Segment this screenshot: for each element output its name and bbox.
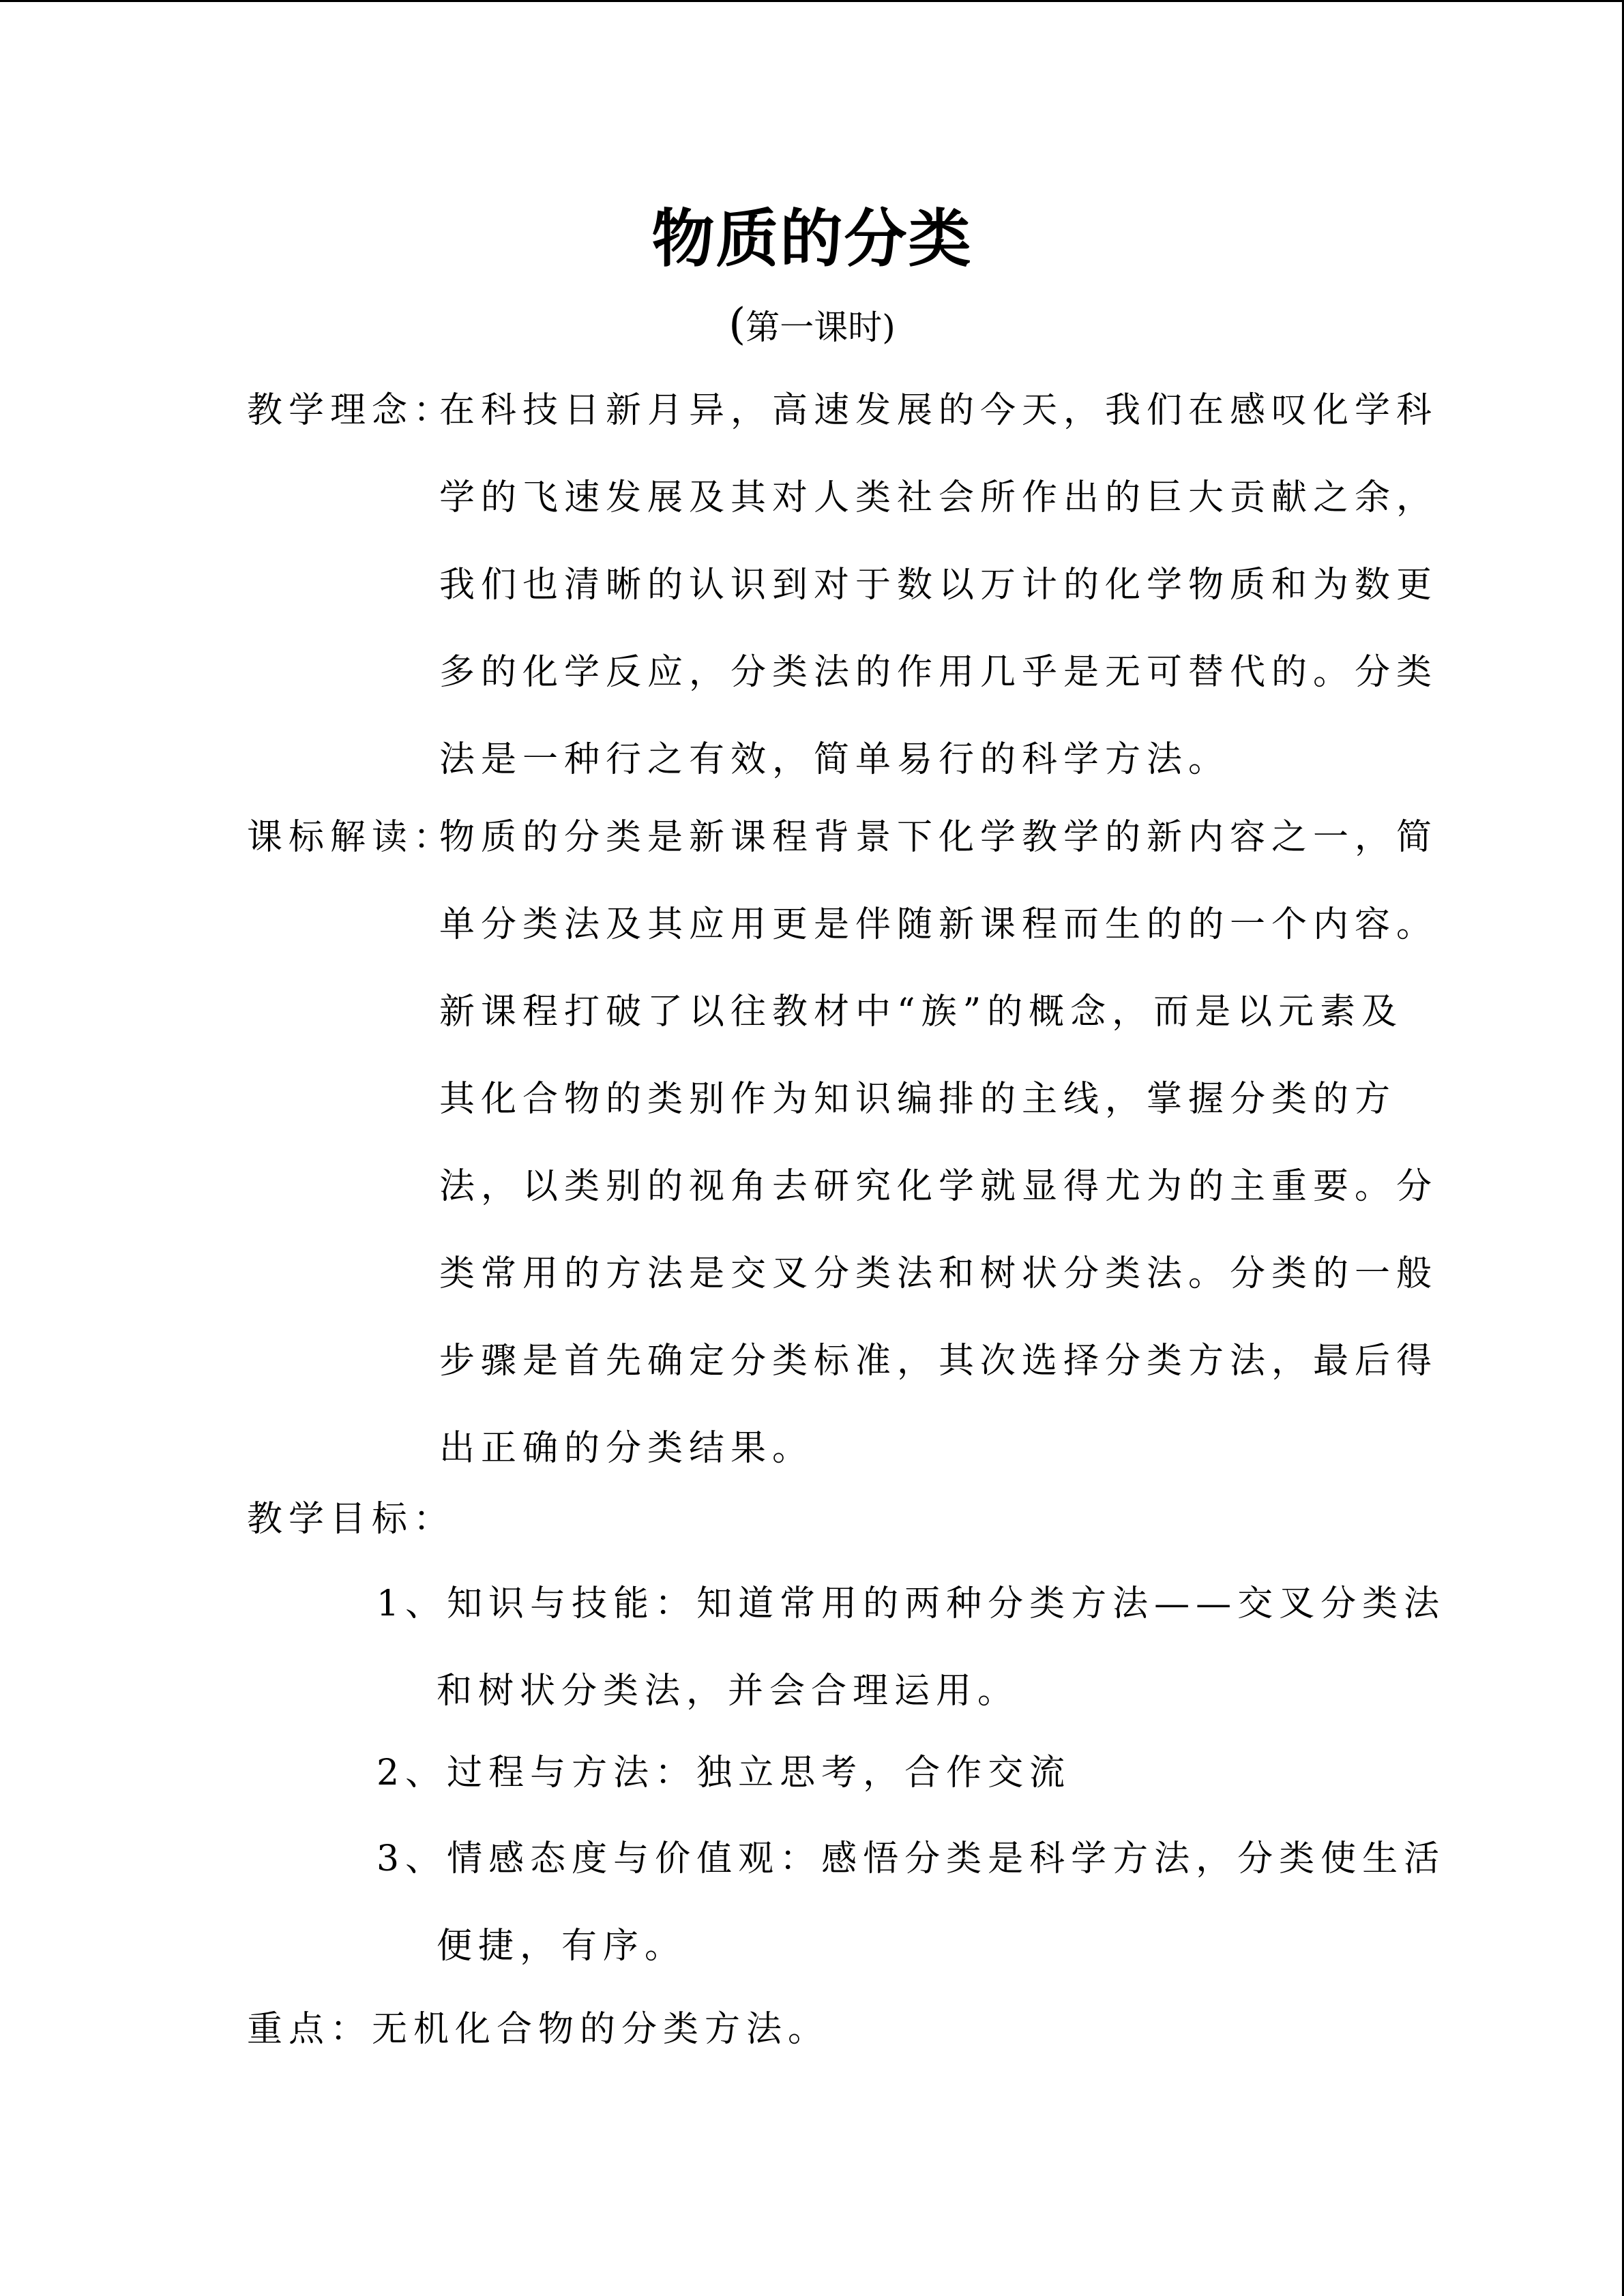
key-point: 重点：无机化合物的分类方法。 — [247, 2009, 830, 2050]
section-teaching-philosophy — [247, 367, 1438, 803]
objective-line: 便捷，有序。 — [437, 1926, 687, 1967]
objective-item-process — [377, 1729, 1071, 1817]
section-label-curriculum: 课标解读： — [247, 817, 456, 858]
paragraph-line: 其化合物的类别作为知识编排的主线，掌握分类的方 — [439, 1079, 1397, 1120]
section-curriculum-interpretation — [247, 794, 1438, 1492]
paragraph-line: 法是一种行之有效，简单易行的科学方法。 — [439, 739, 1230, 780]
objective-item-attitude — [377, 1815, 1445, 1990]
objective-line: 1、知识与技能：知道常用的两种分类方法——交叉分类法 — [377, 1583, 1446, 1624]
document-subtitle — [0, 297, 1624, 355]
paragraph-line: 类常用的方法是交叉分类法和树状分类法。分类的一般 — [439, 1253, 1438, 1294]
objective-line: 和树状分类法，并会合理运用。 — [437, 1671, 1020, 1712]
objective-line: 2、过程与方法：独立思考，合作交流 — [377, 1753, 1072, 1793]
paragraph-line: 我们也清晰的认识到对于数以万计的化学物质和为数更 — [439, 565, 1438, 606]
document-title: 物质的分类 — [651, 202, 973, 275]
paragraph-line: 步骤是首先确定分类标准，其次选择分类方法，最后得 — [439, 1341, 1438, 1382]
paragraph-line: 物质的分类是新课程背景下化学教学的新内容之一，简 — [439, 817, 1438, 858]
objective-line: 3、情感态度与价值观：感悟分类是科学方法，分类使生活 — [377, 1838, 1446, 1879]
paragraph-line: 在科技日新月异，高速发展的今天，我们在感叹化学科 — [439, 390, 1438, 431]
subtitle-text: 第一课时) — [745, 308, 896, 347]
section-body-curriculum — [439, 794, 1438, 1492]
section-label-objectives: 教学目标： — [247, 1499, 456, 1540]
section-label-philosophy: 教学理念： — [247, 390, 456, 431]
paragraph-line: 法，以类别的视角去研究化学就显得尤为的主重要。分 — [439, 1166, 1438, 1207]
paragraph-line: 多的化学反应，分类法的作用几乎是无可替代的。分类 — [439, 652, 1438, 693]
paragraph-line: 出正确的分类结果。 — [439, 1428, 814, 1469]
paragraph-line: 学的飞速发展及其对人类社会所作出的巨大贡献之余， — [439, 477, 1438, 518]
paragraph-line: 新课程打破了以往教材中“族”的概念，而是以元素及 — [439, 992, 1404, 1032]
section-body-philosophy — [439, 367, 1438, 803]
objective-item-knowledge — [377, 1560, 1445, 1735]
paragraph-line: 单分类法及其应用更是伴随新课程而生的的一个内容。 — [439, 904, 1438, 945]
subtitle-open-paren: ( — [728, 299, 746, 350]
